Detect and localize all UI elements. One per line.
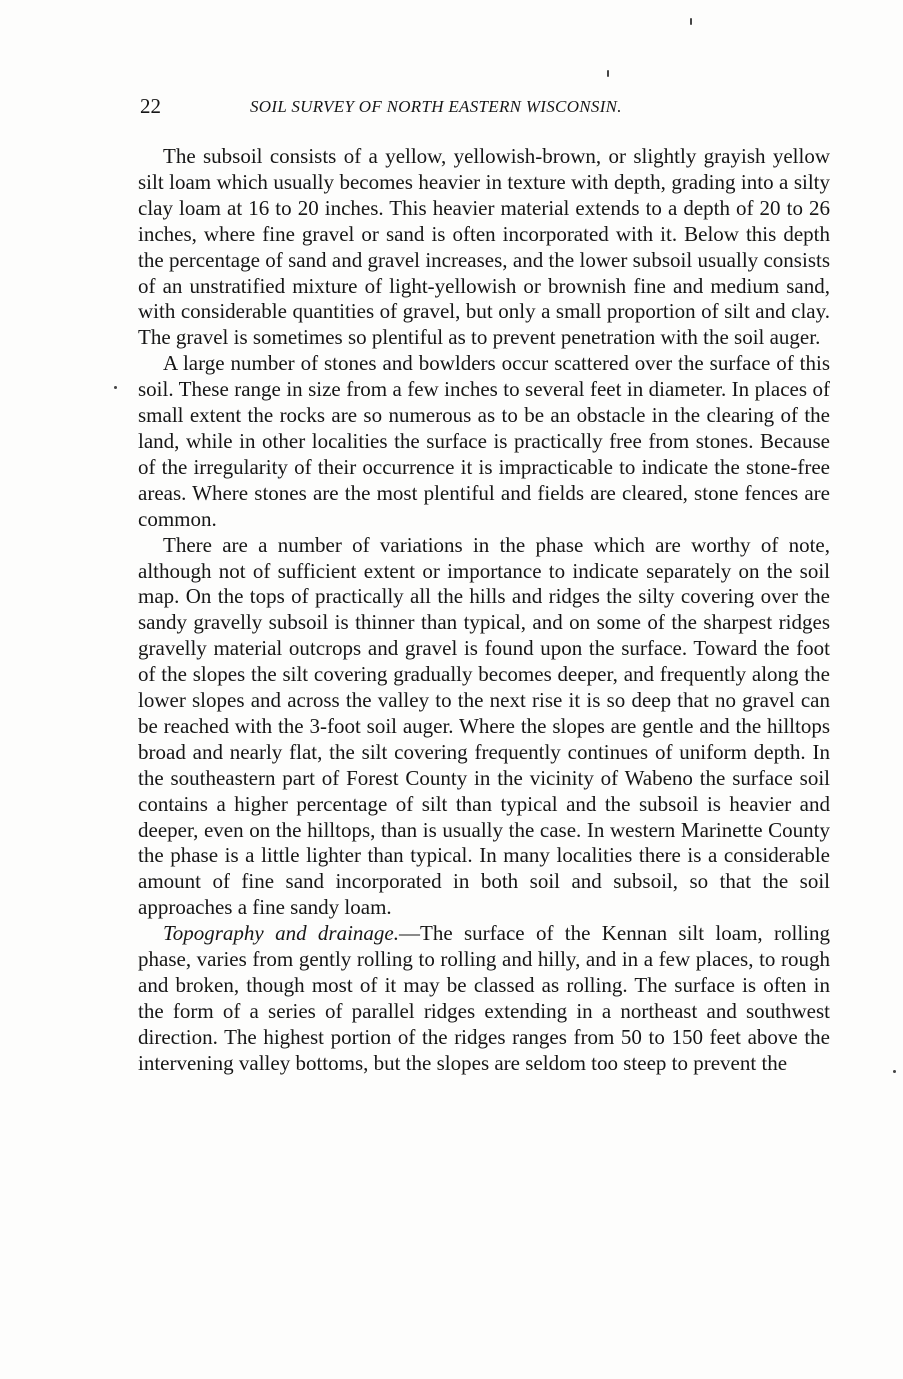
scan-speck xyxy=(690,18,692,25)
paragraph-stones xyxy=(138,351,830,532)
paragraph-text: The subsoil consists of a yellow, yellowish-brown, or slightly grayish yellow silt loam which usually becomes heavier in texture with depth, grading into a silty clay loam at 16 to 20 inches. This heavier material extends to a depth of 20 to 26 inches, where fine gravel or sand is often incorporated with it. Below this depth the percentage of sand and gravel increases, and the lower subsoil usually consists of an unstratified mixture of light-yellowish or brownish fine and medium sand, with considerable quantities of gravel, but only a small proportion of silt and clay. The gravel is sometimes so plentiful as to prevent penetration with the soil auger. xyxy=(138,144,830,350)
paragraph-text: There are a number of variations in the phase which are worthy of note, although not of sufficient extent or importance to indicate separately on the soil map. On the tops of practically all the hills and ridges the silty covering over the sandy gravelly subsoil is thinner than typical, and on some of the sharpest ridges gravelly material outcrops and gravel is found upon the surface. Toward the foot of the slopes the silt covering gradually becomes deeper, and frequently along the lower slopes and across the valley to the next rise it is so deep that no gravel can be reached with the 3-foot soil auger. Where the slopes are gentle and the hilltops broad and nearly flat, the silt covering frequently continues of uniform depth. In the southeastern part of Forest County in the vicinity of Wabeno the surface soil contains a higher percentage of silt than typical and the subsoil is heavier and deeper, even on the hilltops, than is usually the case. In western Marinette County the phase is a little lighter than typical. In many localities there is a considerable amount of fine sand incorporated in both soil and subsoil, so that the soil approaches a fine sandy loam. xyxy=(138,532,830,920)
page-header xyxy=(140,92,830,122)
paragraph-subsoil xyxy=(138,144,830,351)
paragraph-variations xyxy=(138,533,830,922)
running-title: SOIL SURVEY OF NORTH EASTERN WISCONSIN. xyxy=(250,97,622,116)
scan-speck xyxy=(893,1070,896,1073)
scan-speck xyxy=(607,70,609,77)
section-lead-in: Topography and drainage. xyxy=(163,921,399,946)
paragraph-topography xyxy=(138,921,830,1076)
paragraph-text: —The surface of the Kennan silt loam, rolling phase, varies from gently rolling to rolling and hilly, and in a few places, to rough and broken, though most of it may be classed as rolling. The surface is often in the form of a series of parallel ridges extending in a northeast and southwest direction. The highest portion of the ridges ranges from 50 to 150 feet above the intervening valley bottoms, but the slopes are seldom too steep to prevent the xyxy=(138,921,830,1075)
body-text xyxy=(138,144,830,1077)
scan-speck xyxy=(114,386,117,389)
page-number: 22 xyxy=(140,94,161,118)
paragraph-text: A large number of stones and bowlders occur scattered over the surface of this soil. These range in size from a few inches to several feet in diameter. In places of small extent the rocks are so numerous as to be an obstacle in the clearing of the land, while in other localities the surface is practically free from stones. Because of the irregularity of their occurrence it is impracticable to indicate the stone-free areas. Where stones are the most plentiful and fields are cleared, stone fences are common. xyxy=(138,351,830,531)
